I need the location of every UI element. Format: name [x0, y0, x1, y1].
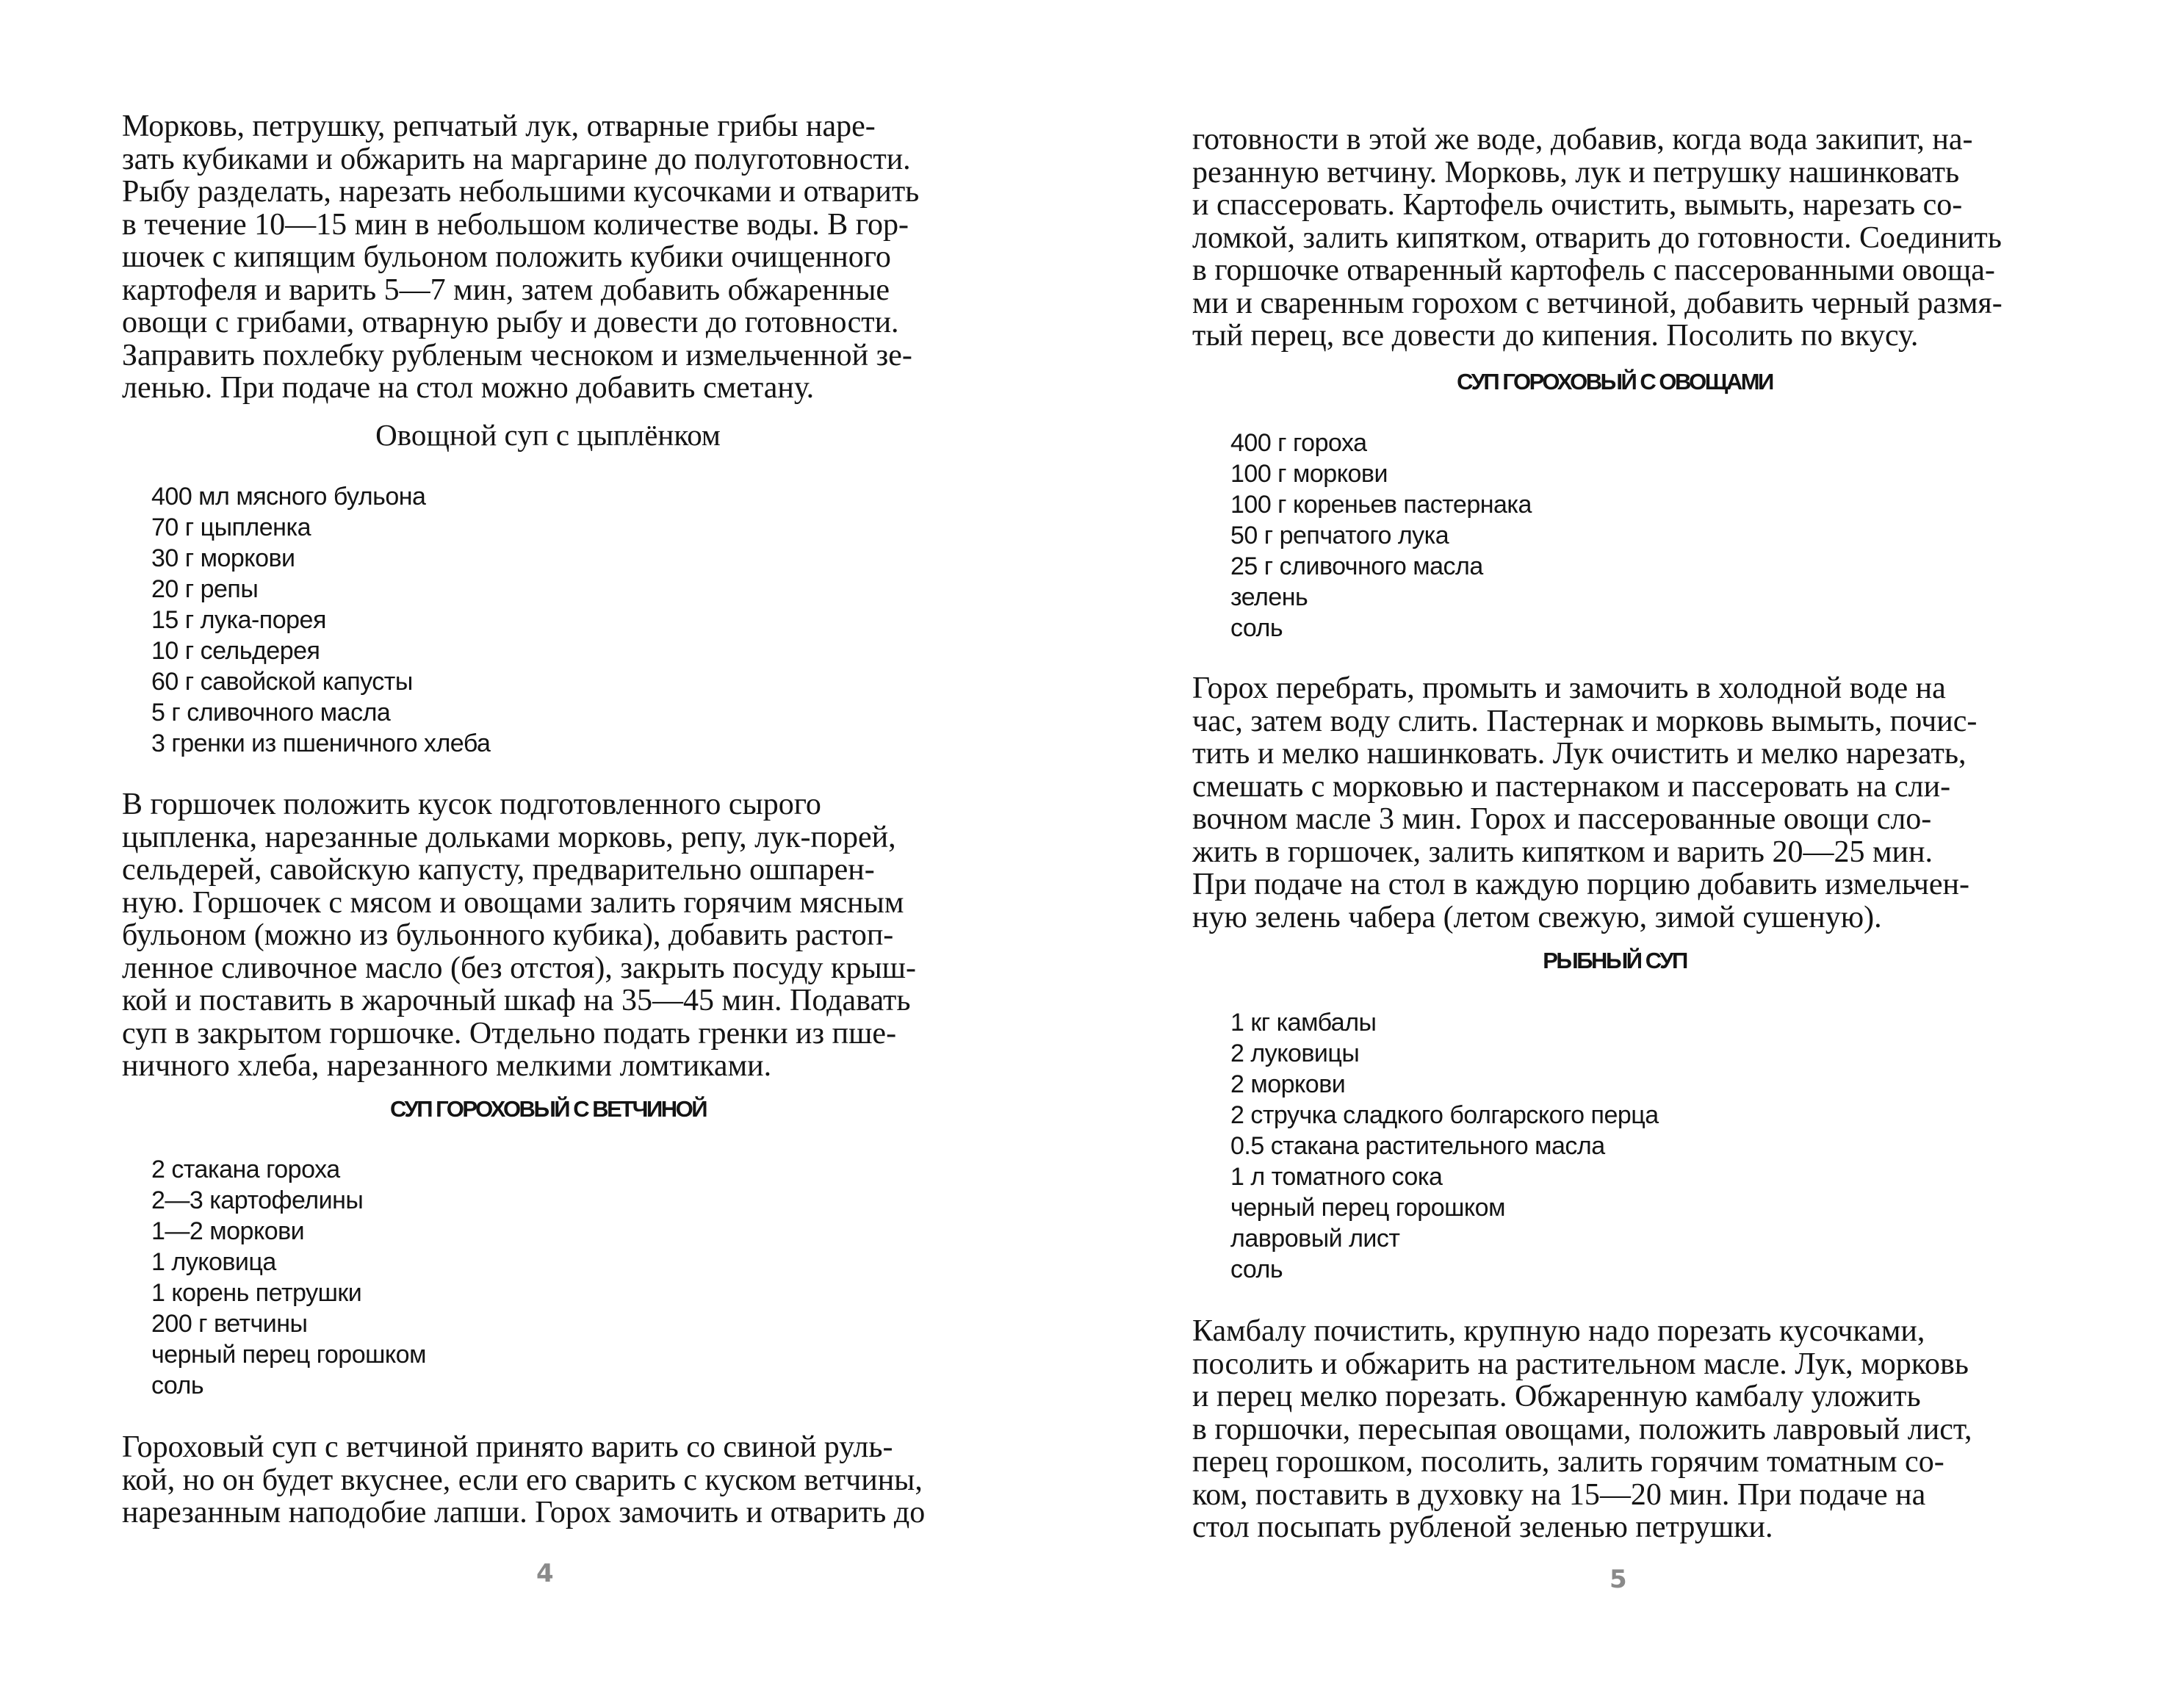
text-line: и перец мелко порезать. Обжаренную камбалу уложить — [1192, 1380, 1921, 1413]
text-line: стол посыпать рубленой зеленью петрушки. — [1192, 1510, 1773, 1544]
text-line: в течение 10—15 мин в небольшом количестве воды. В гор- — [122, 207, 909, 242]
text-line: готовности в этой же воде, добавив, когда вода закипит, на- — [1192, 123, 1973, 156]
ingredient-item: 2 стакана гороха — [151, 1156, 340, 1183]
text-line: Рыбу разделать, нарезать небольшими кусочками и отварить — [122, 175, 920, 209]
recipe-method-fish-soup — [1192, 1315, 2037, 1544]
intro-paragraph — [122, 110, 974, 405]
ingredient-item: соль — [1230, 1255, 1283, 1283]
ingredient-item: 100 г моркови — [1230, 460, 1388, 488]
ingredient-item: 0.5 стакана растительного масла — [1230, 1132, 1605, 1160]
continuation-paragraph — [1192, 123, 2037, 353]
ingredient-list-pea-soup-vegetables — [1230, 428, 1532, 644]
text-line: В горшочек положить кусок подготовленного сырого — [122, 788, 821, 821]
ingredient-item: 1 кг камбалы — [1230, 1009, 1377, 1037]
ingredient-item: 1—2 моркови — [151, 1217, 305, 1245]
ingredient-item: 3 гренки из пшеничного хлеба — [151, 729, 491, 757]
ingredient-item: 2—3 картофелины — [151, 1186, 364, 1214]
text-line: вочном масле 3 мин. Горох и пассерованные овощи сло- — [1192, 802, 1932, 836]
text-line: цыпленка, нарезанные дольками морковь, репу, лук-порей, — [122, 820, 896, 854]
ingredient-item: 200 г ветчины — [151, 1310, 308, 1338]
text-line: посолить и обжарить на растительном масле. Лук, морковь — [1192, 1347, 1969, 1381]
ingredient-item: черный перец горошком — [1230, 1194, 1505, 1222]
text-line: Морковь, петрушку, репчатый лук, отварные грибы наре- — [122, 109, 876, 143]
recipe-title-fish-soup: РЫБНЫЙ СУП — [1543, 948, 1687, 973]
text-line: ломкой, залить кипятком, отварить до готовности. Соединить — [1192, 220, 2002, 255]
text-line: ную зелень чабера (летом свежую, зимой сушеную). — [1192, 900, 1882, 934]
text-line: в горшочки, пересыпая овощами, положить лавровый лист, — [1192, 1412, 1972, 1446]
ingredient-item: 2 луковицы — [1230, 1039, 1360, 1067]
text-line: смешать с морковью и пастернаком и пассеровать на сли- — [1192, 769, 1951, 804]
text-line: перец горошком, посолить, залить горячим томатным со- — [1192, 1445, 1944, 1479]
ingredient-item: 50 г репчатого лука — [1230, 522, 1449, 549]
text-line: ленное сливочное масло (без отстоя), закрыть посуду крыш- — [122, 951, 916, 985]
ingredient-item: 100 г кореньев пастернака — [1230, 491, 1532, 519]
text-line: Горох перебрать, промыть и замочить в холодной воде на — [1192, 671, 1946, 705]
ingredient-item: 2 моркови — [1230, 1070, 1346, 1098]
ingredient-item: 400 г гороха — [1230, 429, 1367, 457]
right-page — [1085, 0, 2170, 1708]
text-line: Камбалу почистить, крупную надо порезать кусочками, — [1192, 1314, 1925, 1348]
text-line: жить в горшочек, залить кипятком и варить 20—25 мин. — [1192, 835, 1933, 869]
ingredient-item: зелень — [1230, 583, 1308, 611]
ingredient-item: 10 г сельдерея — [151, 637, 320, 665]
recipe-title-pea-soup-vegetables: СУП ГОРОХОВЫЙ С ОВОЩАМИ — [1457, 369, 1773, 394]
text-line: ком, поставить в духовку на 15—20 мин. При подаче на — [1192, 1477, 1926, 1512]
ingredient-item: лавровый лист — [1230, 1225, 1400, 1253]
ingredient-item: соль — [1230, 614, 1283, 642]
ingredient-list-fish-soup — [1230, 1007, 1659, 1285]
text-line: сельдерей, савойскую капусту, предварительно ошпарен- — [122, 853, 875, 887]
ingredient-list-vegetable-soup — [151, 481, 490, 759]
text-line: При подаче на стол в каждую порцию добавить измельчен- — [1192, 868, 1969, 901]
text-line: Заправить похлебку рубленым чесноком и измельченной зе- — [122, 338, 912, 372]
ingredient-item: 400 мл мясного бульона — [151, 483, 426, 511]
text-line: овощи с грибами, отварную рыбу и довести до готовности. — [122, 306, 899, 339]
ingredient-item: 1 луковица — [151, 1248, 276, 1276]
ingredient-item: 15 г лука-порея — [151, 606, 326, 634]
page-number: 5 — [1610, 1565, 1627, 1594]
recipe-method-pea-soup-vegetables — [1192, 672, 2037, 934]
recipe-title-pea-soup-ham: СУП ГОРОХОВЫЙ С ВЕТЧИНОЙ — [389, 1096, 707, 1122]
ingredient-item: 70 г цыпленка — [151, 514, 311, 541]
text-line: нарезанным наподобие лапши. Горох замочить и отварить до — [122, 1496, 926, 1529]
ingredient-item: 1 корень петрушки — [151, 1279, 362, 1307]
text-line: картофеля и варить 5—7 мин, затем добавить обжаренные — [122, 273, 890, 307]
text-line: бульоном (можно из бульонного кубика), добавить растоп- — [122, 918, 894, 952]
ingredient-list-pea-soup-ham — [151, 1154, 426, 1401]
text-line: ничного хлеба, нарезанного мелкими ломтиками. — [122, 1049, 772, 1083]
text-line: Гороховый суп с ветчиной принято варить со свиной руль- — [122, 1430, 893, 1464]
ingredient-item: 25 г сливочного масла — [1230, 552, 1483, 580]
text-line: шочек с кипящим бульоном положить кубики очищенного — [122, 240, 891, 274]
text-line: кой, но он будет вкуснее, если его сварить с куском ветчины, — [122, 1463, 923, 1497]
text-line: резанную ветчину. Морковь, лук и петрушку нашинковать — [1192, 155, 1960, 190]
recipe-method-vegetable-soup — [122, 788, 974, 1083]
text-line: тый перец, все довести до кипения. Посолить по вкусу. — [1192, 319, 1919, 353]
recipe-method-pea-soup-ham — [122, 1431, 974, 1529]
text-line: суп в закрытом горшочке. Отдельно подать гренки из пше- — [122, 1016, 897, 1051]
text-line: зать кубиками и обжарить на маргарине до полуготовности. — [122, 142, 911, 176]
ingredient-item: соль — [151, 1372, 204, 1399]
text-line: кой и поставить в жарочный шкаф на 35—45 мин. Подавать — [122, 984, 911, 1017]
text-line: в горшочке отваренный картофель с пассерованными овоща- — [1192, 253, 1995, 287]
text-line: ную. Горшочек с мясом и овощами залить горячим мясным — [122, 885, 904, 920]
page-number: 4 — [536, 1559, 554, 1588]
ingredient-item: 1 л томатного сока — [1230, 1163, 1443, 1191]
text-line: час, затем воду слить. Пастернак и морковь вымыть, почис- — [1192, 704, 1978, 738]
text-line: ленью. При подаче на стол можно добавить сметану. — [122, 371, 815, 405]
ingredient-item: 2 стручка сладкого болгарского перца — [1230, 1101, 1659, 1129]
text-line: ми и сваренным горохом с ветчиной, добавить черный размя- — [1192, 286, 2003, 320]
ingredient-item: 30 г моркови — [151, 544, 295, 572]
ingredient-item: 20 г репы — [151, 575, 259, 603]
ingredient-item: черный перец горошком — [151, 1341, 426, 1369]
text-line: тить и мелко нашинковать. Лук очистить и мелко нарезать, — [1192, 737, 1967, 771]
recipe-title-vegetable-soup-chicken: Овощной суп с цыплёнком — [375, 418, 721, 452]
text-line: и спассеровать. Картофель очистить, вымыть, нарезать со- — [1192, 188, 1963, 222]
ingredient-item: 60 г савойской капусты — [151, 668, 413, 696]
ingredient-item: 5 г сливочного масла — [151, 699, 391, 727]
